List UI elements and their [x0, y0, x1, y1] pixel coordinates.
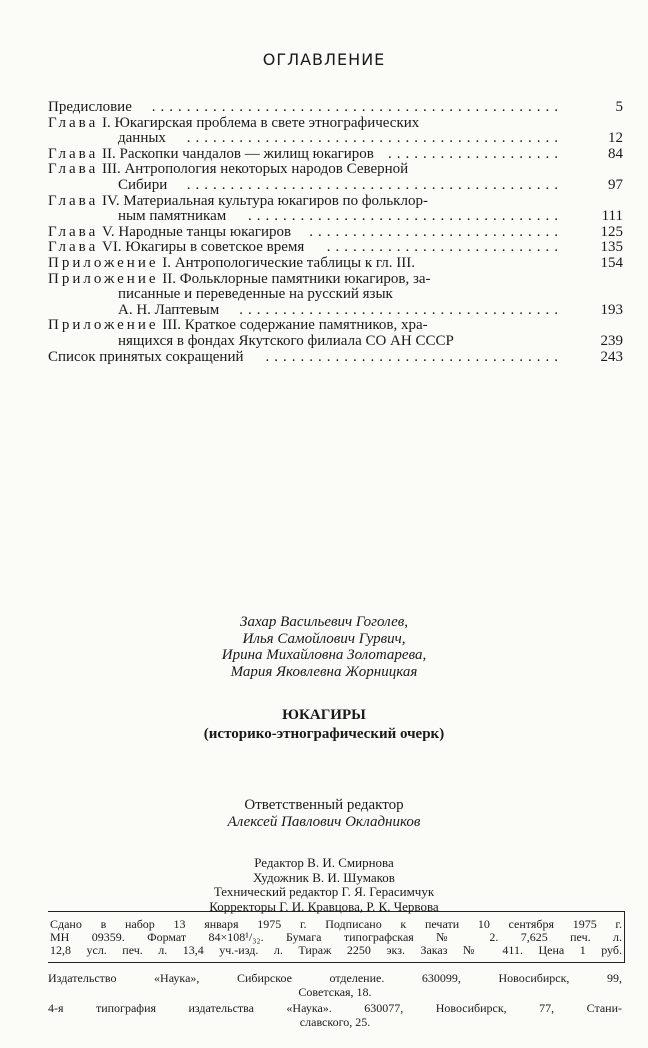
toc-page-number: 243 [600, 348, 623, 365]
toc-leader-dots: ........................................... [186, 131, 563, 147]
toc-entry-line [48, 147, 623, 163]
toc-entry-text: Глава II. Раскопки чандалов — жилищ юкагиров [48, 145, 374, 162]
toc-entry-line [48, 116, 623, 132]
toc-page-number: 97 [608, 176, 623, 193]
toc-page-number: 193 [600, 301, 623, 318]
book-title-block [0, 706, 648, 744]
toc-page-number: 125 [600, 223, 623, 240]
toc-entry-text: ным памятникам [118, 208, 227, 225]
toc-entry-text: Глава V. Народные танцы юкагиров [48, 223, 292, 240]
toc-entry-text: нящихся в фондах Якутского филиала СО АН СССР [118, 332, 454, 349]
toc-entry-line [48, 334, 623, 350]
toc-page-number: 5 [615, 99, 623, 115]
toc-entry-text: Приложение II. Фольклорные памятники юкагиров, за- [48, 270, 431, 287]
toc-page-number: 84 [608, 145, 623, 162]
toc-entry-text: Приложение I. Антропологические таблицы к гл. III. [48, 254, 415, 271]
publisher-line: Издательство «Наука», Сибирское отделение. 630099, Новосибирск, 99, [48, 971, 622, 985]
editor-block [0, 797, 648, 831]
toc-entry-prefix: Глава [48, 114, 99, 131]
toc-entry-line [48, 178, 623, 194]
toc-entry-text: данных [118, 130, 166, 147]
staff-line: Технический редактор Г. Я. Герасимчук [213, 884, 435, 899]
editor-role: Ответственный редактор [244, 797, 404, 813]
toc-leader-dots: ............................. [309, 224, 563, 240]
printer-line: 4-я типография издательства «Наука». 630077, Новосибирск, 77, Стани- [48, 1001, 622, 1015]
toc-page-number: 111 [601, 208, 623, 225]
toc-leader-dots: .................................. [265, 349, 563, 365]
author-name: Илья Самойлович Гурвич, [242, 630, 406, 647]
publisher-line: Советская, 18. [298, 984, 372, 999]
toc-entry-text: Список принятых сокращений [48, 348, 244, 365]
toc-entry-prefix: Глава [48, 223, 99, 240]
toc-leader-dots: .................... [388, 146, 563, 162]
toc-entry-text: Глава IV. Материальная культура юкагиров по фольклор- [48, 192, 428, 209]
imprint-box [48, 911, 625, 963]
toc-entry-text: писанные и переведенные на русский язык [118, 286, 393, 303]
imprint-line: МН 09359. Формат 84×108¹/₃₂. Бумага типографская № 2. 7,625 печ. л. [50, 930, 622, 945]
toc-leader-dots: ..................................... [239, 302, 563, 318]
toc-entry-line [48, 318, 623, 334]
toc-entry-prefix: Приложение [48, 254, 159, 271]
staff-line: Корректоры Г. И. Кравцова, Р. К. Червова [209, 898, 439, 914]
toc-entry-text: Глава I. Юкагирская проблема в свете этнографических [48, 114, 420, 131]
toc-entry-prefix: Глава [48, 145, 99, 162]
toc-entry-prefix: Глава [48, 239, 99, 256]
toc-leader-dots: ........................................... [186, 177, 563, 193]
imprint-line: 12,8 усл. печ. л. 13,4 уч.-изд. л. Тираж 2250 экз. Заказ № 411. Цена 1 руб. [50, 943, 622, 958]
editor-name: Алексей Павлович Окладников [227, 814, 421, 830]
staff-line: Художник В. И. Шумаков [253, 869, 395, 885]
toc-entry-line [48, 225, 623, 241]
toc-leader-dots: .................................... [248, 209, 563, 225]
toc-leader-dots: ............................................... [151, 100, 563, 115]
imprint-line: Сдано в набор 13 января 1975 г. Подписано к печати 10 сентября 1975 г. [50, 917, 622, 931]
publisher-info [48, 972, 622, 1029]
toc-entry-line [48, 131, 623, 147]
toc-entry-line [48, 303, 623, 319]
toc-leader-dots: ........................... [326, 240, 563, 256]
toc-page-number: 154 [600, 254, 623, 271]
toc-entry-prefix: Приложение [48, 317, 159, 334]
printer-line: славского, 25. [299, 1014, 371, 1029]
author-name: Мария Яковлевна Жорницкая [230, 663, 418, 680]
toc-title: ОГЛАВЛЕНИЕ [262, 50, 386, 69]
toc-entry-line [48, 287, 623, 303]
staff-line: Редактор В. И. Смирнова [254, 855, 394, 870]
staff-credits [0, 856, 648, 914]
toc-entry-line [48, 240, 623, 256]
book-title: ЮКАГИРЫ [282, 707, 366, 723]
toc-entry-text: Сибири [118, 176, 168, 193]
toc-page-number: 239 [600, 332, 623, 349]
book-subtitle: (историко-этнографический очерк) [203, 726, 445, 742]
toc-entry-text: Предисловие [48, 99, 132, 115]
toc-entry-text: Глава III. Антропология некоторых народов Северной [48, 161, 409, 178]
toc-entry-line [48, 100, 623, 116]
toc-entry-line [48, 272, 623, 288]
toc-entry-prefix: Приложение [48, 270, 159, 287]
toc-entry-line [48, 350, 623, 366]
toc-entry-text: Приложение III. Краткое содержание памятников, хра- [48, 317, 428, 334]
authors [0, 614, 648, 680]
toc-entry-text: А. Н. Лаптевым [118, 301, 220, 318]
toc-entry-text: Глава VI. Юкагиры в советское время [48, 239, 305, 256]
table-of-contents [48, 100, 623, 365]
toc-entry-line [48, 162, 623, 178]
toc-page-number: 12 [608, 130, 623, 147]
toc-entry-line [48, 256, 623, 272]
toc-entry-line [48, 194, 623, 210]
author-name: Захар Васильевич Гоголев, [240, 614, 408, 630]
toc-entry-line [48, 209, 623, 225]
toc-entry-prefix: Глава [48, 192, 99, 209]
toc-page-number: 135 [600, 239, 623, 256]
toc-entry-prefix: Глава [48, 161, 99, 178]
author-name: Ирина Михайловна Золотарева, [221, 647, 427, 663]
